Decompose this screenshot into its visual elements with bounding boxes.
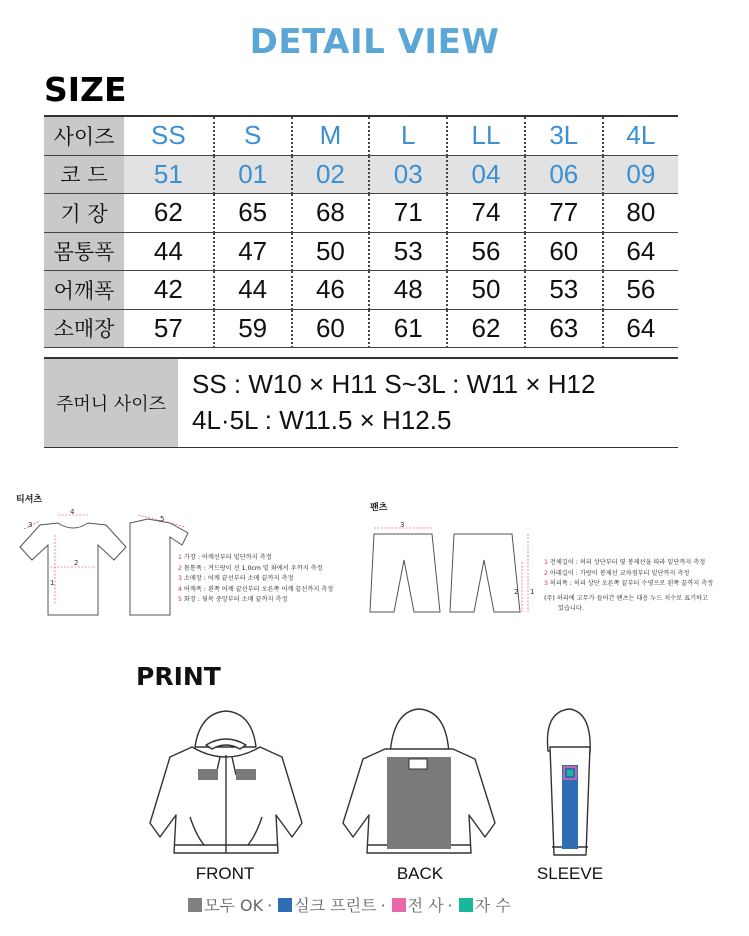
pants-note (544, 579, 713, 590)
size-cell: M (292, 116, 370, 155)
size-cell: 74 (447, 194, 525, 233)
size-table-row (44, 155, 678, 194)
note-number: 2 (178, 564, 182, 572)
size-cell: 57 (124, 309, 214, 348)
size-cell: 50 (447, 271, 525, 310)
size-cell: 63 (525, 309, 603, 348)
pants-diagram (362, 520, 542, 620)
size-cell: 51 (124, 155, 214, 194)
size-table-row (44, 271, 678, 310)
size-cell: 64 (603, 232, 678, 271)
legend-label: 모두 OK (204, 896, 264, 915)
size-cell: S (214, 116, 292, 155)
size-cell: 04 (447, 155, 525, 194)
sleeve-label: SLEEVE (536, 864, 604, 883)
note-number: 5 (178, 596, 182, 603)
size-cell: 77 (525, 194, 603, 233)
size-cell: 71 (369, 194, 447, 233)
size-cell: 50 (292, 232, 370, 271)
tshirt-note (178, 553, 333, 564)
size-table-row (44, 116, 678, 155)
note-text: 소매장 : 어깨 끝선부터 소매 끝까지 측정 (183, 575, 294, 582)
print-legend (188, 893, 525, 916)
sleeve-embroidery-area (567, 770, 573, 776)
size-cell: 48 (369, 271, 447, 310)
back-print-area (387, 757, 451, 849)
sleeve-hoodie-illustration (530, 705, 610, 865)
pocket-size-line-2: 4L·5L : W11.5 × H12.5 (192, 405, 452, 435)
legend-swatch (188, 898, 202, 912)
legend-swatch (459, 898, 473, 912)
pocket-size-label: 주머니 사이즈 (44, 359, 178, 447)
pants-remark: 있습니다. (558, 605, 584, 612)
size-cell: 42 (124, 271, 214, 310)
back-neck-print-area (409, 759, 427, 769)
tshirt-note (178, 574, 333, 585)
pocket-size-box (44, 357, 678, 448)
size-heading: SIZE (44, 70, 127, 109)
legend-separator: · (447, 896, 453, 915)
note-number: 4 (178, 585, 182, 593)
size-table-row (44, 232, 678, 271)
size-cell: 53 (525, 271, 603, 310)
size-row-label: 기 장 (44, 194, 124, 233)
note-text: 화장 : 뒷목 중앙부터 소매 끝까지 측정 (183, 596, 288, 603)
back-label: BACK (396, 864, 444, 883)
back-hoodie-illustration (335, 705, 505, 865)
tshirt-dim-4: 4 (70, 508, 75, 516)
legend-swatch (278, 898, 292, 912)
size-cell: LL (447, 116, 525, 155)
size-cell: 01 (214, 155, 292, 194)
pants-note (544, 569, 713, 580)
size-cell: 65 (214, 194, 292, 233)
size-cell: 56 (447, 232, 525, 271)
note-text: 어깨폭 : 왼쪽 어깨 끝선부터 오른쪽 어깨 끝선까지 측정 (183, 585, 334, 593)
pants-notes (544, 558, 713, 615)
note-number: 1 (544, 559, 548, 566)
note-text: 전체길이 : 허리 상단부터 옆 봉제선을 따라 밑단까지 측정 (549, 559, 706, 566)
size-row-label: 사이즈 (44, 116, 124, 155)
size-table-row (44, 194, 678, 233)
legend-item (459, 896, 511, 915)
size-cell: 06 (525, 155, 603, 194)
size-cell: 59 (214, 309, 292, 348)
size-table-row (44, 309, 678, 348)
tshirt-dim-5: 5 (160, 515, 165, 523)
note-number: 2 (544, 569, 548, 577)
legend-swatch (392, 898, 406, 912)
size-cell: 03 (369, 155, 447, 194)
size-cell: 62 (447, 309, 525, 348)
tshirt-dim-3: 3 (28, 521, 33, 529)
legend-item (392, 896, 444, 915)
print-heading: PRINT (136, 662, 221, 691)
legend-item (278, 896, 376, 915)
size-cell: L (369, 116, 447, 155)
pants-note (544, 558, 713, 569)
tshirt-note (178, 585, 333, 596)
front-right-print-area (236, 769, 256, 780)
tshirt-dim-2: 2 (74, 559, 79, 567)
size-cell: 68 (292, 194, 370, 233)
pants-dim-2: 2 (514, 588, 519, 596)
size-cell: 47 (214, 232, 292, 271)
legend-separator: · (380, 896, 386, 915)
pocket-size-line-1: SS : W10 × H11 S~3L : W11 × H12 (192, 369, 596, 399)
size-cell: 3L (525, 116, 603, 155)
size-cell: 09 (603, 155, 678, 194)
note-text: 아래길이 : 가랑이 봉제선 교차점부터 밑단까지 측정 (549, 569, 690, 577)
note-number: 3 (544, 580, 548, 587)
pants-dim-3: 3 (400, 521, 405, 529)
size-cell: 44 (214, 271, 292, 310)
note-text: 허리폭 : 허리 상단 오른쪽 끝부터 수평으로 왼쪽 끝까지 측정 (549, 580, 714, 587)
size-cell: SS (124, 116, 214, 155)
size-row-label: 소매장 (44, 309, 124, 348)
tshirt-dim-1: 1 (50, 579, 55, 587)
front-hoodie-illustration (140, 705, 310, 865)
size-cell: 53 (369, 232, 447, 271)
size-cell: 60 (292, 309, 370, 348)
legend-separator: · (267, 896, 273, 915)
note-number: 3 (178, 575, 182, 582)
size-row-label: 어깨폭 (44, 271, 124, 310)
legend-label: 실크 프린트 (294, 896, 377, 915)
size-row-label: 코 드 (44, 155, 124, 194)
tshirt-note (178, 564, 333, 575)
tshirt-notes (178, 553, 333, 606)
front-label: FRONT (195, 864, 255, 883)
note-text: 몸통폭 : 겨드랑이 선 1.0cm 밑 좌에서 우까지 측정 (183, 564, 323, 572)
size-cell: 56 (603, 271, 678, 310)
legend-label: 자 수 (474, 896, 511, 915)
legend-label: 전 사 (407, 896, 444, 915)
note-text: 가장 : 어깨선부터 밑단까지 측정 (183, 554, 272, 561)
pants-dim-1: 1 (530, 588, 535, 596)
size-cell: 61 (369, 309, 447, 348)
size-cell: 46 (292, 271, 370, 310)
pants-remark: (주) 허리에 고무가 들어간 팬츠는 대응 누드 치수로 표기하고 (544, 594, 709, 602)
tshirt-diagram-title: 티셔츠 (16, 495, 43, 505)
size-cell: 60 (525, 232, 603, 271)
size-row-label: 몸통폭 (44, 232, 124, 271)
tshirt-note (178, 595, 333, 606)
size-cell: 4L (603, 116, 678, 155)
size-cell: 02 (292, 155, 370, 194)
size-table (44, 115, 678, 348)
size-cell: 64 (603, 309, 678, 348)
legend-item (188, 896, 263, 915)
tshirt-diagram (10, 505, 200, 620)
size-cell: 80 (603, 194, 678, 233)
page-title: DETAIL VIEW (249, 22, 500, 62)
size-cell: 62 (124, 194, 214, 233)
front-left-print-area (198, 769, 218, 780)
pants-diagram-title: 팬츠 (370, 503, 388, 513)
size-cell: 44 (124, 232, 214, 271)
note-number: 1 (178, 554, 182, 561)
